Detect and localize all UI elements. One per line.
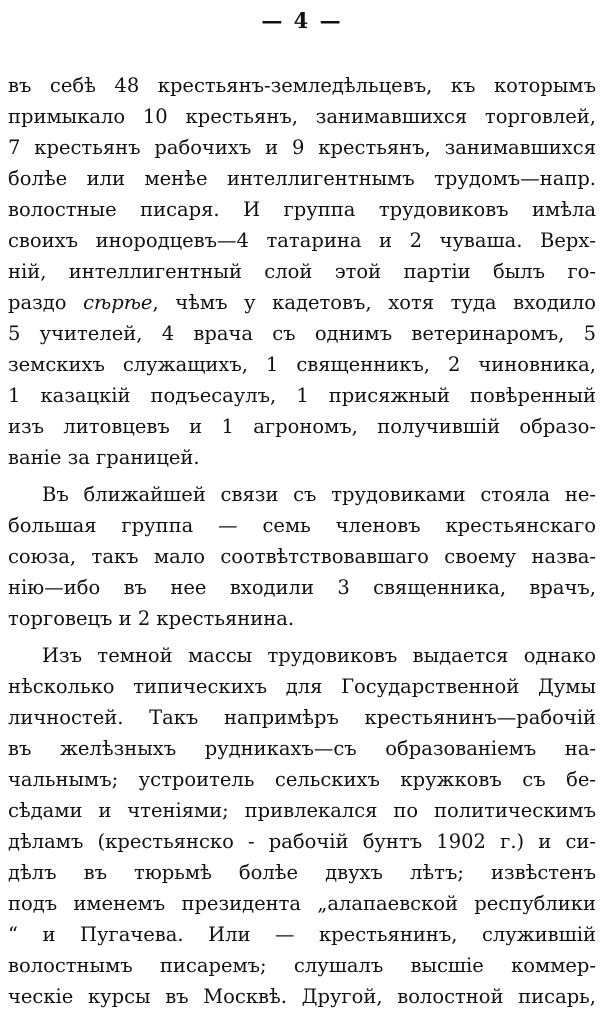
paragraph-3: [8, 640, 596, 1012]
text-line: ческіе курсы въ Москвѣ. Другой, волостной писарь,: [8, 985, 596, 1008]
text-line: волостные писаря. И группа трудовиковъ имѣла: [8, 198, 596, 221]
text-line: личностей. Такъ напримѣръ крестьянинъ—рабочій: [8, 706, 596, 729]
text-line: земскихъ служащихъ, 1 священникъ, 2 чиновника,: [8, 353, 596, 376]
text-line: союза, такъ мало соотвѣтствовавшаго своему назва-: [8, 545, 596, 568]
text-line: нію—ибо въ нее входили 3 священника, врачъ,: [8, 576, 596, 599]
text-line: торговецъ и 2 крестьянина.: [8, 607, 295, 630]
paragraph-2: [8, 479, 596, 634]
text-line: большая группа — семь членовъ крестьянскаго: [8, 514, 596, 537]
text-line: сѣдами и чтеніями; привлекался по политическимъ: [8, 799, 596, 822]
text-line: 1 казацкій подъесаулъ, 1 присяжный повѣренный: [8, 384, 596, 407]
text-line: нѣсколько типическихъ для Государственной Думы: [8, 675, 596, 698]
paragraph-1: [8, 70, 596, 473]
text-line: 5 учителей, 4 врача съ однимъ ветеринаромъ, 5: [8, 322, 596, 345]
italic-word: сѣрѣе: [83, 291, 153, 314]
text-line: Въ ближайшей связи съ трудовиками стояла не-: [42, 483, 596, 506]
text-line: въ желѣзныхъ рудникахъ—съ образованіемъ на-: [8, 737, 596, 760]
text-line: чальнымъ; устроитель сельскихъ кружковъ съ бе-: [8, 768, 596, 791]
page-number: — 4 —: [261, 8, 343, 33]
text-line: дѣлъ въ тюрьмѣ болѣе двухъ лѣтъ; извѣстенъ: [8, 861, 596, 884]
text-line: волостнымъ писаремъ; слушалъ высшіе коммер-: [8, 954, 596, 977]
text-line-with-italic: [8, 287, 596, 318]
text-line: “ и Пугачева. Или — крестьянинъ, служившій: [8, 923, 596, 946]
text-line: подъ именемъ президента „алапаевской республики: [8, 892, 596, 915]
text-line: болѣе или менѣе интеллигентнымъ трудомъ—напр.: [8, 167, 596, 190]
text-line: своихъ инородцевъ—4 татарина и 2 чуваша. Верх-: [8, 229, 596, 252]
text-segment: , чѣмъ у кадетовъ, хотя туда входило: [152, 291, 596, 314]
text-line: ній, интеллигентный слой этой партіи былъ го-: [8, 260, 596, 283]
text-line: примыкало 10 крестьянъ, занимавшихся торговлей,: [8, 105, 596, 128]
text-line: въ себѣ 48 крестьянъ-земледѣльцевъ, къ которымъ: [8, 74, 596, 97]
body-text: [8, 70, 596, 1012]
text-line: дѣламъ (крестьянско - рабочій бунтъ 1902 г.) и си-: [8, 830, 596, 853]
text-line: 7 крестьянъ рабочихъ и 9 крестьянъ, занимавшихся: [8, 136, 596, 159]
text-line: ваніе за границей.: [8, 446, 200, 469]
text-line: изъ литовцевъ и 1 агрономъ, получившій образо-: [8, 415, 596, 438]
text-segment: раздо: [8, 291, 84, 314]
text-line: Изъ темной массы трудовиковъ выдается однако: [42, 644, 596, 667]
